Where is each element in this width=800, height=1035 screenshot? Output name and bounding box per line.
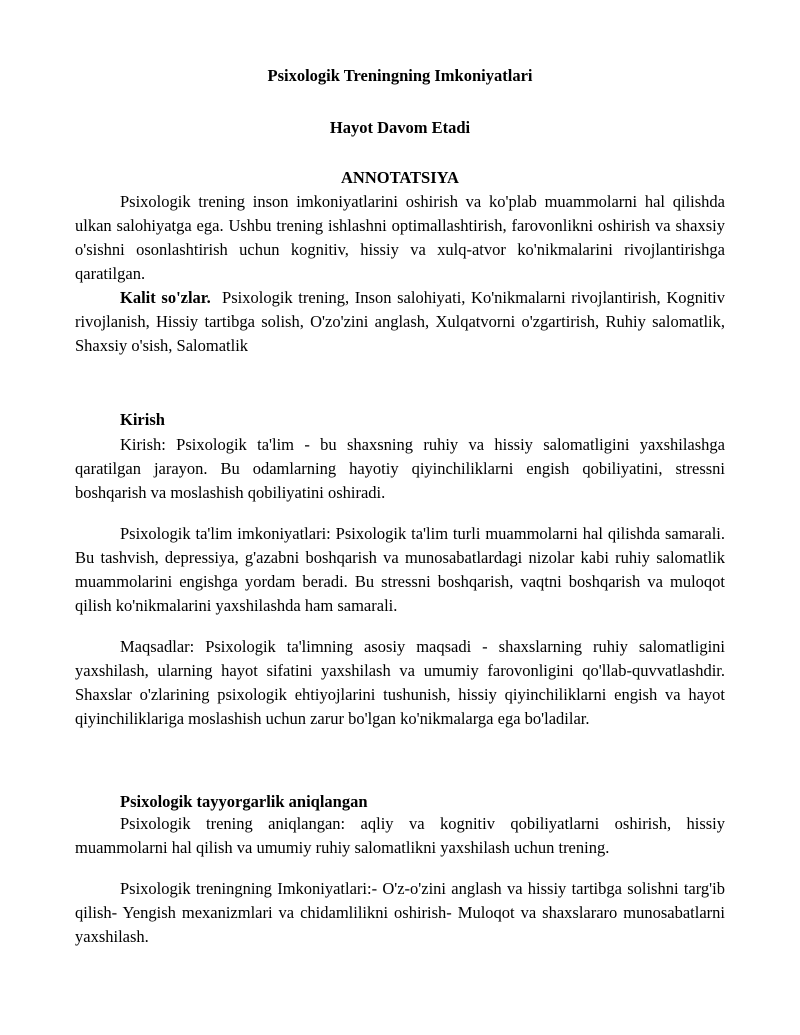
intro-heading: Kirish: [120, 410, 165, 429]
intro-paragraph-2: Psixologik ta'lim imkoniyatlari: Psixologik ta'lim turli muammolarni hal qilishda samarali. Bu tashvish, depressiya, g'azabni boshqarish va munosabatlardagi nizolar kabi ruhiy salomatlik muammolarini engishga yordam beradi. Bu stressni boshqarish, vaqtni boshqarish va muloqot qilish ko'nikmalarini yaxshilashda ham samarali.: [75, 524, 725, 615]
keywords-label: Kalit so'zlar.: [120, 288, 211, 307]
annotation-section: [75, 190, 725, 358]
keywords-paragraph: [75, 286, 725, 358]
intro-paragraph-3: Maqsadlar: Psixologik ta'limning asosiy maqsadi - shaxslarning ruhiy salomatligini yaxshilash, ularning hayot sifatini yaxshilash va umumiy farovonligini qo'llab-quvvatlashdir. Shaxslar o'zlarining psixologik ehtiyojlarini tushunish, hissiy qiyinchiliklarni engish va hayot qiyinchiliklariga moslashish uchun zarur bo'lgan ko'nikmalarga ega bo'ladilar.: [75, 637, 725, 728]
readiness-paragraph-1-block: [75, 812, 725, 860]
intro-paragraph-2-block: [75, 522, 725, 618]
readiness-paragraph-2-block: [75, 877, 725, 949]
annotation-paragraph: Psixologik trening inson imkoniyatlarini oshirish va ko'plab muammolarni hal qilishda ulkan salohiyatga ega. Ushbu trening ishlashni optimallashtirish, farovonlikni oshirish va shaxsiy o'sishni osonlashtirish uchun kognitiv, hissiy va xulq-atvor ko'nikmalarini rivojlantirishga qaratilgan.: [75, 192, 725, 283]
keywords-text: Psixologik trening, Inson salohiyati, Ko'nikmalarni rivojlantirish, Kognitiv rivojlanish, Hissiy tartibga solish, O'zo'zini anglash, Xulqatvorni o'zgartirish, Ruhiy salomatlik, Shaxsiy o'sish, Salomatlik: [75, 288, 725, 355]
readiness-paragraph-2: Psixologik treningning Imkoniyatlari:- O'z-o'zini anglash va hissiy tartibga solishni targ'ib qilish- Yengish mexanizmlari va chidamlilikni oshirish- Muloqot va shaxslararo munosabatlarni yaxshilash.: [75, 879, 725, 946]
intro-paragraph-1: Kirish: Psixologik ta'lim - bu shaxsning ruhiy va hissiy salomatligini yaxshilashga qaratilgan jarayon. Bu odamlarning hayotiy qiyinchiliklarni engish qobiliyatini, stressni boshqarish va moslashish qobiliyatini oshiradi.: [75, 435, 725, 502]
annotation-heading: ANNOTATSIYA: [341, 168, 459, 187]
intro-paragraph-1-block: [75, 433, 725, 505]
intro-paragraph-3-block: [75, 635, 725, 731]
readiness-paragraph-1: Psixologik trening aniqlangan: aqliy va kognitiv qobiliyatlarni oshirish, hissiy muammolarni hal qilish va umumiy ruhiy salomatlikni yaxshilash uchun trening.: [75, 814, 725, 857]
readiness-heading: Psixologik tayyorgarlik aniqlangan: [120, 792, 368, 811]
document-subtitle: Hayot Davom Etadi: [329, 118, 471, 137]
document-title: Psixologik Treningning Imkoniyatlari: [267, 66, 533, 85]
